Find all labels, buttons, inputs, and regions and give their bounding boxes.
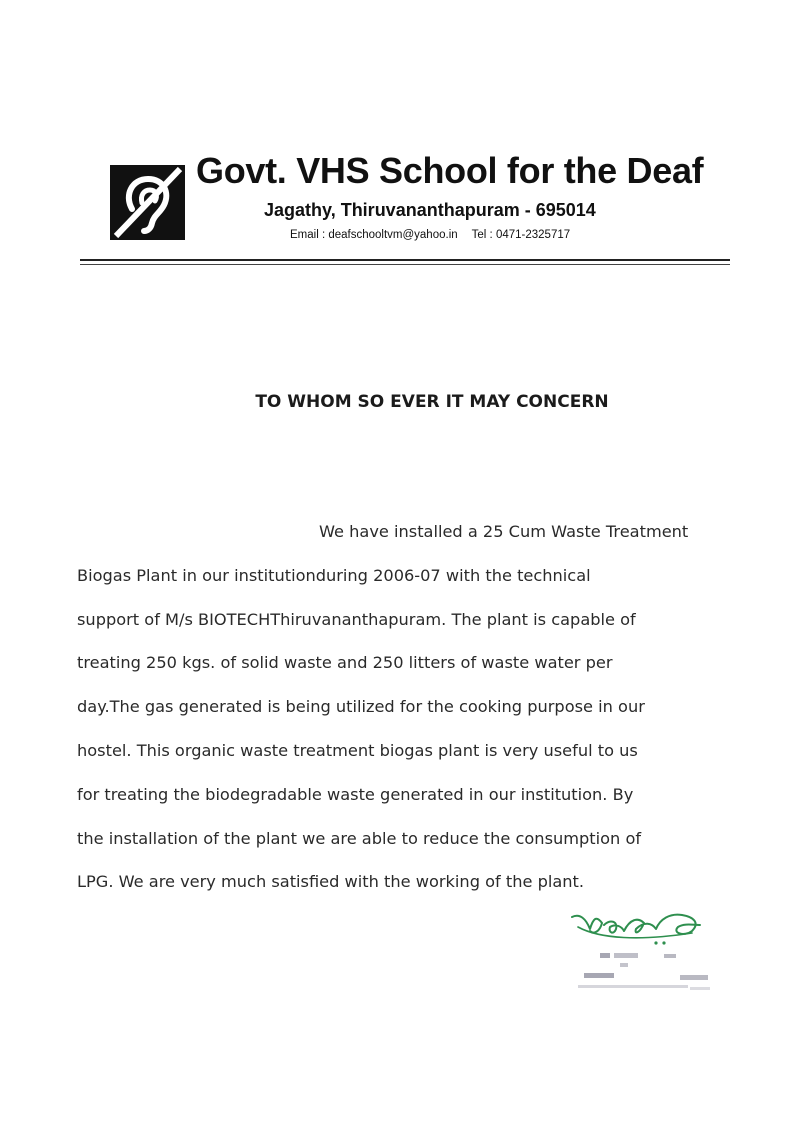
body-line: for treating the biodegradable waste generated in our institution. By xyxy=(77,784,634,804)
body-line: treating 250 kgs. of solid waste and 250 litters of waste water per xyxy=(77,653,613,673)
school-address: Jagathy, Thiruvananthapuram - 695014 xyxy=(264,200,596,220)
header-divider-thin xyxy=(80,264,730,265)
body-line: support of M/s BIOTECHThiruvananthapuram. The plant is capable of xyxy=(77,609,636,629)
body-line: We have installed a 25 Cum Waste Treatment xyxy=(319,522,689,541)
body-line: Biogas Plant in our institutionduring 2006-07 with the technical xyxy=(77,565,591,585)
body-line: hostel. This organic waste treatment biogas plant is very useful to us xyxy=(77,740,638,760)
school-name: Govt. VHS School for the Deaf xyxy=(196,150,704,191)
signature-stamp xyxy=(560,905,730,1010)
contact-email: Email : deafschooltvm@yahoo.in xyxy=(290,229,458,241)
letter-title: TO WHOM SO EVER IT MAY CONCERN xyxy=(255,392,609,412)
header-divider xyxy=(80,259,730,261)
letter-body xyxy=(77,517,757,911)
contact-line xyxy=(290,229,570,241)
body-line: the installation of the plant we are able to reduce the consumption of xyxy=(77,828,642,848)
body-line: LPG. We are very much satisfied with the working of the plant. xyxy=(77,872,585,892)
contact-phone: Tel : 0471-2325717 xyxy=(471,229,571,241)
body-line: day.The gas generated is being utilized for the cooking purpose in our xyxy=(77,697,645,717)
deaf-ear-icon xyxy=(110,165,185,240)
